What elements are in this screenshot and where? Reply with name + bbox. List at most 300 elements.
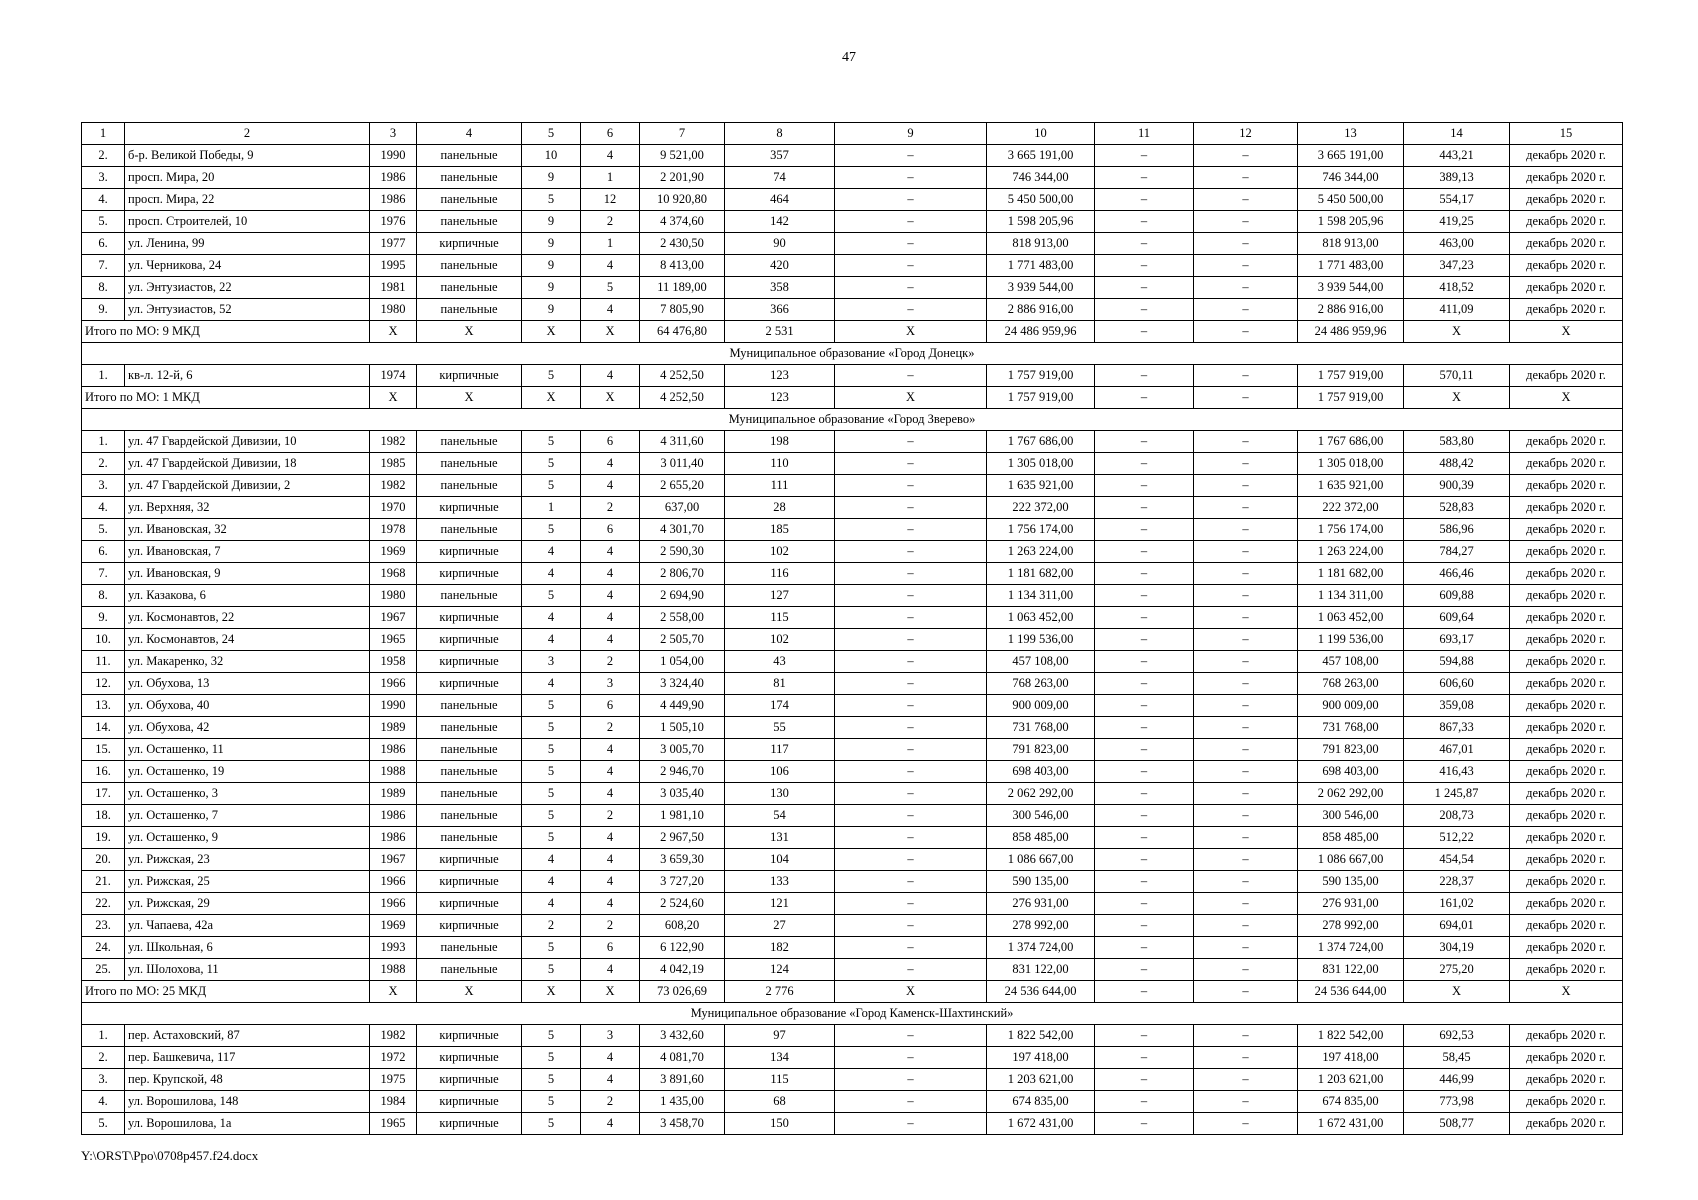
table-cell: –	[835, 695, 987, 717]
table-cell: 304,19	[1404, 937, 1510, 959]
table-cell: 3 011,40	[640, 453, 725, 475]
table-cell: 1974	[370, 365, 417, 387]
table-cell: 15.	[82, 739, 125, 761]
table-cell: 1 063 452,00	[1298, 607, 1404, 629]
table-cell: 11 189,00	[640, 277, 725, 299]
table-cell: –	[1095, 299, 1194, 321]
table-cell: ул. Ворошилова, 148	[125, 1091, 370, 1113]
table-cell: 2 886 916,00	[987, 299, 1095, 321]
total-cell: X	[522, 321, 581, 343]
table-cell: –	[835, 233, 987, 255]
total-cell: 123	[725, 387, 835, 409]
table-cell: 411,09	[1404, 299, 1510, 321]
table-cell: 3 458,70	[640, 1113, 725, 1135]
table-cell: 111	[725, 475, 835, 497]
table-cell: 1978	[370, 519, 417, 541]
table-cell: –	[1194, 519, 1298, 541]
table-cell: 21.	[82, 871, 125, 893]
table-cell: 13.	[82, 695, 125, 717]
table-cell: 7.	[82, 255, 125, 277]
table-body	[82, 123, 1623, 1135]
table-cell: 791 823,00	[1298, 739, 1404, 761]
table-cell: 1 767 686,00	[1298, 431, 1404, 453]
table-cell: кирпичные	[417, 563, 522, 585]
table-cell: 746 344,00	[987, 167, 1095, 189]
table-cell: 130	[725, 783, 835, 805]
table-cell: 1 374 724,00	[1298, 937, 1404, 959]
table-cell: –	[1194, 145, 1298, 167]
table-cell: –	[1194, 211, 1298, 233]
table-row	[82, 299, 1623, 321]
table-cell: декабрь 2020 г.	[1510, 717, 1623, 739]
table-cell: ул. Энтузиастов, 22	[125, 277, 370, 299]
table-cell: 2 430,50	[640, 233, 725, 255]
table-cell: 1 245,87	[1404, 783, 1510, 805]
header-cell: 6	[581, 123, 640, 145]
table-cell: 5	[581, 277, 640, 299]
table-cell: 900 009,00	[987, 695, 1095, 717]
table-cell: 1986	[370, 827, 417, 849]
table-cell: –	[1194, 431, 1298, 453]
table-cell: –	[1194, 497, 1298, 519]
table-cell: 528,83	[1404, 497, 1510, 519]
table-cell: 1990	[370, 145, 417, 167]
table-cell: 4	[581, 1069, 640, 1091]
table-cell: 4 042,19	[640, 959, 725, 981]
table-cell: 4 311,60	[640, 431, 725, 453]
table-cell: 8.	[82, 277, 125, 299]
table-cell: 131	[725, 827, 835, 849]
table-cell: –	[1095, 915, 1194, 937]
table-cell: 2 201,90	[640, 167, 725, 189]
table-cell: б-р. Великой Победы, 9	[125, 145, 370, 167]
table-cell: 609,88	[1404, 585, 1510, 607]
table-cell: 127	[725, 585, 835, 607]
table-cell: 9	[522, 167, 581, 189]
table-cell: кирпичные	[417, 651, 522, 673]
table-cell: декабрь 2020 г.	[1510, 365, 1623, 387]
table-cell: –	[1095, 475, 1194, 497]
table-cell: 1980	[370, 299, 417, 321]
table-cell: –	[1095, 893, 1194, 915]
table-row	[82, 277, 1623, 299]
table-cell: –	[1095, 959, 1194, 981]
table-cell: –	[1095, 431, 1194, 453]
table-cell: 1.	[82, 365, 125, 387]
table-cell: 1 305 018,00	[1298, 453, 1404, 475]
header-cell: 7	[640, 123, 725, 145]
table-cell: 3 035,40	[640, 783, 725, 805]
table-cell: –	[835, 959, 987, 981]
table-cell: 117	[725, 739, 835, 761]
table-cell: –	[835, 167, 987, 189]
table-cell: 5	[522, 783, 581, 805]
table-row	[82, 1025, 1623, 1047]
table-cell: 1 757 919,00	[1298, 365, 1404, 387]
table-cell: кирпичные	[417, 1091, 522, 1113]
table-cell: 3 939 544,00	[987, 277, 1095, 299]
table-cell: 7.	[82, 563, 125, 585]
table-row	[82, 453, 1623, 475]
total-label: Итого по МО: 9 МКД	[82, 321, 370, 343]
table-row	[82, 189, 1623, 211]
table-cell: 1966	[370, 673, 417, 695]
table-row	[82, 1069, 1623, 1091]
table-cell: 784,27	[1404, 541, 1510, 563]
table-cell: 2	[581, 497, 640, 519]
table-cell: 1 756 174,00	[1298, 519, 1404, 541]
total-row	[82, 387, 1623, 409]
table-cell: просп. Строителей, 10	[125, 211, 370, 233]
table-cell: ул. Ивановская, 7	[125, 541, 370, 563]
table-cell: 590 135,00	[987, 871, 1095, 893]
table-cell: –	[1194, 1091, 1298, 1113]
table-cell: декабрь 2020 г.	[1510, 211, 1623, 233]
table-cell: декабрь 2020 г.	[1510, 189, 1623, 211]
table-cell: 24.	[82, 937, 125, 959]
table-cell: –	[1095, 717, 1194, 739]
table-cell: ул. Осташенко, 7	[125, 805, 370, 827]
table-cell: 4	[581, 453, 640, 475]
table-cell: 443,21	[1404, 145, 1510, 167]
table-cell: 3 665 191,00	[1298, 145, 1404, 167]
table-cell: 12.	[82, 673, 125, 695]
table-cell: кв-л. 12-й, 6	[125, 365, 370, 387]
table-cell: 4 301,70	[640, 519, 725, 541]
table-cell: –	[1194, 233, 1298, 255]
table-cell: 698 403,00	[1298, 761, 1404, 783]
table-cell: –	[1095, 871, 1194, 893]
table-cell: –	[1095, 211, 1194, 233]
table-cell: 2 806,70	[640, 563, 725, 585]
table-cell: 28	[725, 497, 835, 519]
table-cell: 1982	[370, 1025, 417, 1047]
table-cell: 418,52	[1404, 277, 1510, 299]
table-cell: 583,80	[1404, 431, 1510, 453]
table-cell: –	[835, 915, 987, 937]
table-cell: декабрь 2020 г.	[1510, 453, 1623, 475]
table-cell: –	[835, 541, 987, 563]
table-cell: 5	[522, 717, 581, 739]
total-cell: 1 757 919,00	[1298, 387, 1404, 409]
page-number: 47	[842, 50, 856, 65]
table-cell: ул. Осташенко, 3	[125, 783, 370, 805]
table-cell: 1 199 536,00	[987, 629, 1095, 651]
table-cell: 9	[522, 211, 581, 233]
header-cell: 13	[1298, 123, 1404, 145]
table-cell: декабрь 2020 г.	[1510, 673, 1623, 695]
table-cell: 637,00	[640, 497, 725, 519]
table-cell: декабрь 2020 г.	[1510, 629, 1623, 651]
table-cell: 1972	[370, 1047, 417, 1069]
table-cell: 900,39	[1404, 475, 1510, 497]
table-cell: 1984	[370, 1091, 417, 1113]
total-cell: –	[1194, 981, 1298, 1003]
table-cell: 454,54	[1404, 849, 1510, 871]
total-row	[82, 981, 1623, 1003]
table-cell: 197 418,00	[987, 1047, 1095, 1069]
table-cell: 1 771 483,00	[1298, 255, 1404, 277]
table-cell: –	[1194, 1113, 1298, 1135]
section-row	[82, 409, 1623, 431]
total-cell: X	[581, 321, 640, 343]
table-cell: 25.	[82, 959, 125, 981]
table-cell: –	[835, 607, 987, 629]
table-cell: 416,43	[1404, 761, 1510, 783]
table-cell: 4	[581, 959, 640, 981]
table-cell: 5.	[82, 1113, 125, 1135]
table-cell: 1986	[370, 189, 417, 211]
table-cell: 1975	[370, 1069, 417, 1091]
table-cell: пер. Башкевича, 117	[125, 1047, 370, 1069]
table-cell: 1989	[370, 783, 417, 805]
table-cell: 142	[725, 211, 835, 233]
table-cell: 4	[581, 849, 640, 871]
section-title: Муниципальное образование «Город Каменск-Шахтинский»	[82, 1003, 1623, 1025]
table-cell: кирпичные	[417, 629, 522, 651]
table-cell: 124	[725, 959, 835, 981]
header-row	[82, 123, 1623, 145]
table-cell: панельные	[417, 277, 522, 299]
table-cell: 731 768,00	[987, 717, 1095, 739]
table-cell: 5	[522, 189, 581, 211]
table-cell: кирпичные	[417, 233, 522, 255]
table-row	[82, 673, 1623, 695]
table-cell: 512,22	[1404, 827, 1510, 849]
table-cell: панельные	[417, 255, 522, 277]
table-cell: декабрь 2020 г.	[1510, 871, 1623, 893]
table-cell: 68	[725, 1091, 835, 1113]
table-cell: 466,46	[1404, 563, 1510, 585]
table-row	[82, 959, 1623, 981]
table-cell: 300 546,00	[987, 805, 1095, 827]
table-cell: декабрь 2020 г.	[1510, 805, 1623, 827]
table-cell: 7 805,90	[640, 299, 725, 321]
table-cell: панельные	[417, 475, 522, 497]
table-cell: 10 920,80	[640, 189, 725, 211]
table-cell: декабрь 2020 г.	[1510, 475, 1623, 497]
table-cell: 1 505,10	[640, 717, 725, 739]
table-cell: 3 665 191,00	[987, 145, 1095, 167]
table-cell: 1 598 205,96	[987, 211, 1095, 233]
table-cell: панельные	[417, 805, 522, 827]
total-cell: 24 536 644,00	[987, 981, 1095, 1003]
table-cell: –	[1095, 607, 1194, 629]
table-cell: –	[835, 145, 987, 167]
total-cell: 24 486 959,96	[987, 321, 1095, 343]
table-cell: ул. Космонавтов, 24	[125, 629, 370, 651]
table-cell: –	[835, 1047, 987, 1069]
table-cell: кирпичные	[417, 1113, 522, 1135]
table-cell: 4	[581, 299, 640, 321]
table-cell: 1 767 686,00	[987, 431, 1095, 453]
table-cell: 12	[581, 189, 640, 211]
header-cell: 11	[1095, 123, 1194, 145]
total-cell: X	[835, 387, 987, 409]
table-cell: –	[1194, 739, 1298, 761]
table-cell: 1 134 311,00	[1298, 585, 1404, 607]
table-row	[82, 145, 1623, 167]
total-cell: 2 531	[725, 321, 835, 343]
table-cell: –	[1194, 167, 1298, 189]
table-cell: 9	[522, 277, 581, 299]
table-cell: 457 108,00	[987, 651, 1095, 673]
table-row	[82, 1113, 1623, 1135]
table-cell: 1 181 682,00	[1298, 563, 1404, 585]
table-cell: панельные	[417, 453, 522, 475]
table-cell: –	[1095, 1047, 1194, 1069]
table-cell: –	[1194, 893, 1298, 915]
table-cell: –	[1194, 827, 1298, 849]
table-cell: ул. Школьная, 6	[125, 937, 370, 959]
table-cell: 300 546,00	[1298, 805, 1404, 827]
table-cell: 1958	[370, 651, 417, 673]
table-cell: 2 590,30	[640, 541, 725, 563]
table-cell: 23.	[82, 915, 125, 937]
total-cell: –	[1194, 321, 1298, 343]
table-cell: ул. Ивановская, 9	[125, 563, 370, 585]
table-cell: 3.	[82, 475, 125, 497]
total-row	[82, 321, 1623, 343]
table-cell: –	[835, 365, 987, 387]
table-cell: 5	[522, 453, 581, 475]
table-cell: 90	[725, 233, 835, 255]
table-cell: 2.	[82, 1047, 125, 1069]
table-cell: 4	[581, 761, 640, 783]
table-cell: 8.	[82, 585, 125, 607]
table-cell: –	[1095, 519, 1194, 541]
table-cell: 1988	[370, 761, 417, 783]
table-cell: 1 757 919,00	[987, 365, 1095, 387]
table-cell: –	[1095, 145, 1194, 167]
table-cell: кирпичные	[417, 607, 522, 629]
header-cell: 10	[987, 123, 1095, 145]
table-cell: декабрь 2020 г.	[1510, 827, 1623, 849]
table-cell: пер. Крупской, 48	[125, 1069, 370, 1091]
total-cell: X	[581, 981, 640, 1003]
table-cell: –	[1194, 783, 1298, 805]
table-cell: 1965	[370, 629, 417, 651]
table-row	[82, 629, 1623, 651]
table-cell: –	[1194, 453, 1298, 475]
table-cell: 174	[725, 695, 835, 717]
table-cell: 2 886 916,00	[1298, 299, 1404, 321]
table-cell: 6	[581, 937, 640, 959]
table-cell: 1 822 542,00	[1298, 1025, 1404, 1047]
total-cell: 4 252,50	[640, 387, 725, 409]
table-cell: 222 372,00	[987, 497, 1095, 519]
table-cell: декабрь 2020 г.	[1510, 915, 1623, 937]
table-cell: 3 659,30	[640, 849, 725, 871]
table-cell: 74	[725, 167, 835, 189]
table-cell: 97	[725, 1025, 835, 1047]
table-cell: ул. Казакова, 6	[125, 585, 370, 607]
table-cell: 1 263 224,00	[987, 541, 1095, 563]
table-cell: –	[1194, 695, 1298, 717]
table-row	[82, 783, 1623, 805]
footer-file-path: Y:\ORST\Ppo\0708p457.f24.docx	[81, 1148, 259, 1163]
table-row	[82, 475, 1623, 497]
table-cell: –	[1095, 563, 1194, 585]
table-cell: 161,02	[1404, 893, 1510, 915]
table-cell: панельные	[417, 211, 522, 233]
table-cell: кирпичные	[417, 365, 522, 387]
table-cell: –	[1095, 739, 1194, 761]
table-cell: 1 771 483,00	[987, 255, 1095, 277]
table-cell: –	[1095, 277, 1194, 299]
table-cell: ул. Обухова, 13	[125, 673, 370, 695]
total-cell: X	[522, 981, 581, 1003]
table-cell: 831 122,00	[987, 959, 1095, 981]
table-cell: –	[1095, 695, 1194, 717]
table-cell: 4	[581, 1113, 640, 1135]
table-cell: 5	[522, 761, 581, 783]
table-cell: панельные	[417, 717, 522, 739]
table-cell: панельные	[417, 585, 522, 607]
table-cell: декабрь 2020 г.	[1510, 893, 1623, 915]
table-cell: 818 913,00	[1298, 233, 1404, 255]
table-cell: 1 305 018,00	[987, 453, 1095, 475]
table-cell: декабрь 2020 г.	[1510, 431, 1623, 453]
table-cell: 4	[581, 871, 640, 893]
table-cell: 4	[522, 607, 581, 629]
table-row	[82, 893, 1623, 915]
table-cell: 366	[725, 299, 835, 321]
table-cell: 16.	[82, 761, 125, 783]
section-title: Муниципальное образование «Город Зверево»	[82, 409, 1623, 431]
table-cell: 5	[522, 937, 581, 959]
table-cell: ул. 47 Гвардейской Дивизии, 10	[125, 431, 370, 453]
table-cell: 1969	[370, 915, 417, 937]
total-cell: X	[370, 387, 417, 409]
table-cell: 2 946,70	[640, 761, 725, 783]
table-cell: 5	[522, 1025, 581, 1047]
table-cell: 746 344,00	[1298, 167, 1404, 189]
header-cell: 4	[417, 123, 522, 145]
table-cell: 3 005,70	[640, 739, 725, 761]
table-cell: 5	[522, 695, 581, 717]
table-cell: ул. Черникова, 24	[125, 255, 370, 277]
total-cell: 24 536 644,00	[1298, 981, 1404, 1003]
table-cell: 698 403,00	[987, 761, 1095, 783]
total-cell: –	[1194, 387, 1298, 409]
table-cell: 6 122,90	[640, 937, 725, 959]
table-row	[82, 431, 1623, 453]
table-cell: панельные	[417, 189, 522, 211]
table-cell: 2 062 292,00	[1298, 783, 1404, 805]
table-cell: 6.	[82, 541, 125, 563]
table-cell: просп. Мира, 20	[125, 167, 370, 189]
table-cell: 1 822 542,00	[987, 1025, 1095, 1047]
table-cell: –	[1194, 673, 1298, 695]
total-cell: X	[835, 321, 987, 343]
table-cell: декабрь 2020 г.	[1510, 277, 1623, 299]
total-cell: 2 776	[725, 981, 835, 1003]
table-cell: ул. Ивановская, 32	[125, 519, 370, 541]
total-cell: X	[1510, 387, 1623, 409]
table-cell: 609,64	[1404, 607, 1510, 629]
table-cell: 9.	[82, 299, 125, 321]
table-cell: декабрь 2020 г.	[1510, 1025, 1623, 1047]
table-cell: 1986	[370, 739, 417, 761]
table-cell: –	[835, 783, 987, 805]
total-cell: X	[1404, 387, 1510, 409]
total-cell: X	[1404, 981, 1510, 1003]
table-cell: –	[835, 673, 987, 695]
table-cell: ул. Рижская, 23	[125, 849, 370, 871]
table-cell: 10	[522, 145, 581, 167]
table-cell: 791 823,00	[987, 739, 1095, 761]
